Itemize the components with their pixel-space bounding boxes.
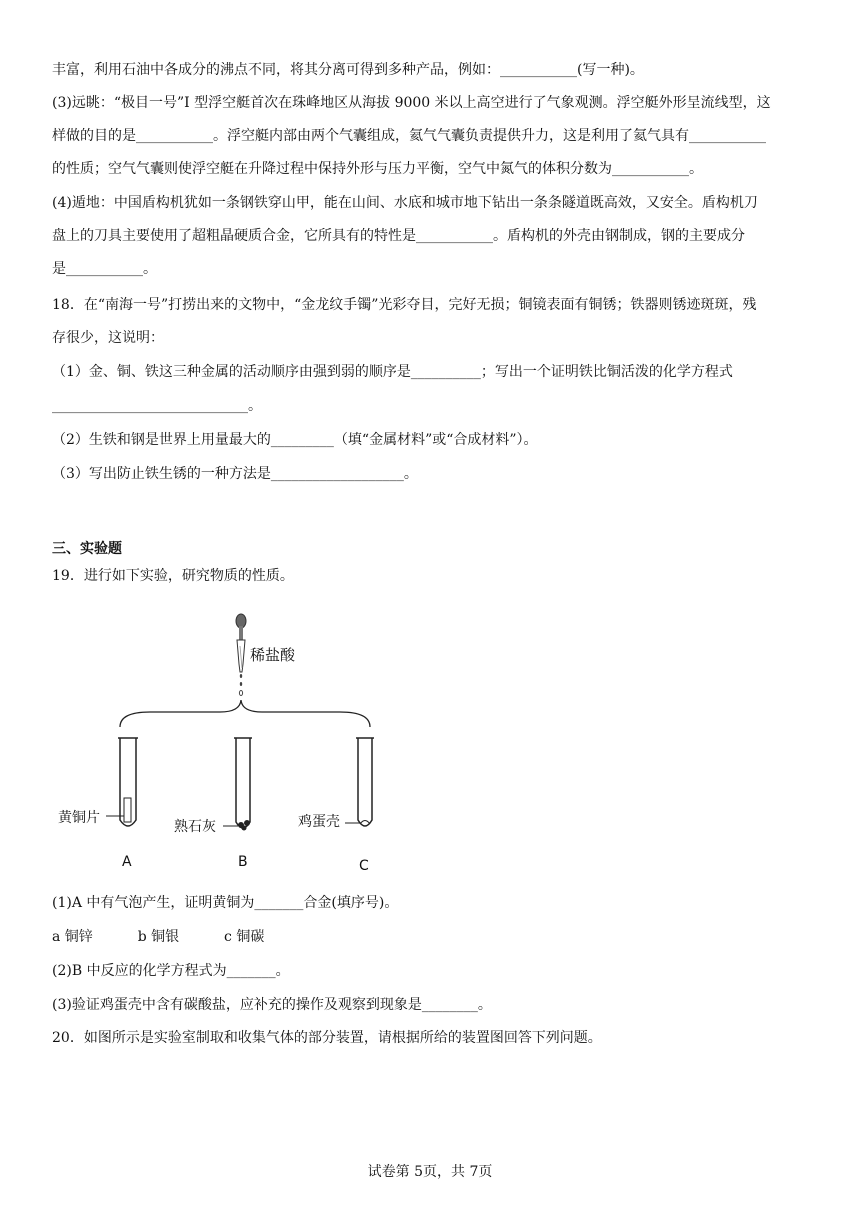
dropper-icon xyxy=(236,614,246,696)
question-18-stem: 18．在“南海一号”打捞出来的文物中，“金龙纹手镯”光彩夺目，完好无损；铜镜表面有铜锈；铁器则锈迹斑斑，残 xyxy=(52,297,757,313)
option-c: c 铜碳 xyxy=(224,929,265,945)
tube-a-content-label: 黄铜片 xyxy=(58,810,100,826)
text-line: (4)遁地：中国盾构机犹如一条钢铁穿山甲，能在山间、水底和城市地下钻出一条条隧道既高效，又安全。盾构机刀 xyxy=(52,195,758,211)
tube-c-label: C xyxy=(359,858,369,874)
experiment-figure xyxy=(40,612,420,874)
test-tube-c xyxy=(356,738,374,826)
question-20-stem: 20．如图所示是实验室制取和收集气体的部分装置，请根据所给的装置图回答下列问题。 xyxy=(52,1030,602,1046)
question-18-part-1: （1）金、铜、铁这三种金属的活动顺序由强到弱的顺序是__________；写出一个证明铁比铜活泼的化学方程式 xyxy=(52,364,733,380)
option-b: b 铜银 xyxy=(137,929,180,945)
test-tube-b xyxy=(234,738,252,831)
question-18-part-3: （3）写出防止铁生锈的一种方法是___________________。 xyxy=(52,466,418,482)
brace-shape xyxy=(120,700,370,727)
text-line: ____________________________。 xyxy=(52,398,262,414)
question-19-stem: 19．进行如下实验，研究物质的性质。 xyxy=(52,568,294,584)
section-title: 三、实验题 xyxy=(52,541,122,557)
test-tube-a xyxy=(118,738,138,826)
tube-c-content-label: 鸡蛋壳 xyxy=(298,814,340,830)
text-line: 的性质；空气气囊则使浮空艇在升降过程中保持外形与压力平衡，空气中氮气的体积分数为___________。 xyxy=(52,161,703,177)
reagent-label: 稀盐酸 xyxy=(250,646,296,664)
question-19-part-2: (2)B 中反应的化学方程式为_______。 xyxy=(52,963,290,979)
text-line: 是___________。 xyxy=(52,261,157,277)
question-18-part-2: （2）生铁和钢是世界上用量最大的_________（填“金属材料”或“合成材料”）。 xyxy=(52,432,538,448)
options-row xyxy=(52,927,822,947)
tube-a-label: A xyxy=(122,854,132,870)
text-line: (3)远眺：“极目一号”I 型浮空艇首次在珠峰地区从海拔 9000 米以上高空进行了气象观测。浮空艇外形呈流线型，这 xyxy=(52,95,771,111)
option-a: a 铜锌 xyxy=(52,929,93,945)
text-line: 丰富，利用石油中各成分的沸点不同，将其分离可得到多种产品，例如：___________(写一种)。 xyxy=(52,62,644,78)
text-line: 样做的目的是___________。浮空艇内部由两个气囊组成，氦气气囊负责提供升力，这是利用了氦气具有___________ xyxy=(52,128,766,144)
question-19-part-1: (1)A 中有气泡产生，证明黄铜为_______合金(填序号)。 xyxy=(52,895,399,911)
page-footer: 试卷第 5页，共 7页 xyxy=(367,1164,493,1180)
text-line: 存很少，这说明： xyxy=(52,330,164,346)
tube-b-label: B xyxy=(238,854,248,870)
tube-b-content-label: 熟石灰 xyxy=(174,819,216,835)
question-19-part-3: (3)验证鸡蛋壳中含有碳酸盐，应补充的操作及观察到现象是________。 xyxy=(52,997,492,1013)
text-line: 盘上的刀具主要使用了超粗晶硬质合金，它所具有的特性是___________。盾构机的外壳由钢制成，钢的主要成分 xyxy=(52,228,745,244)
